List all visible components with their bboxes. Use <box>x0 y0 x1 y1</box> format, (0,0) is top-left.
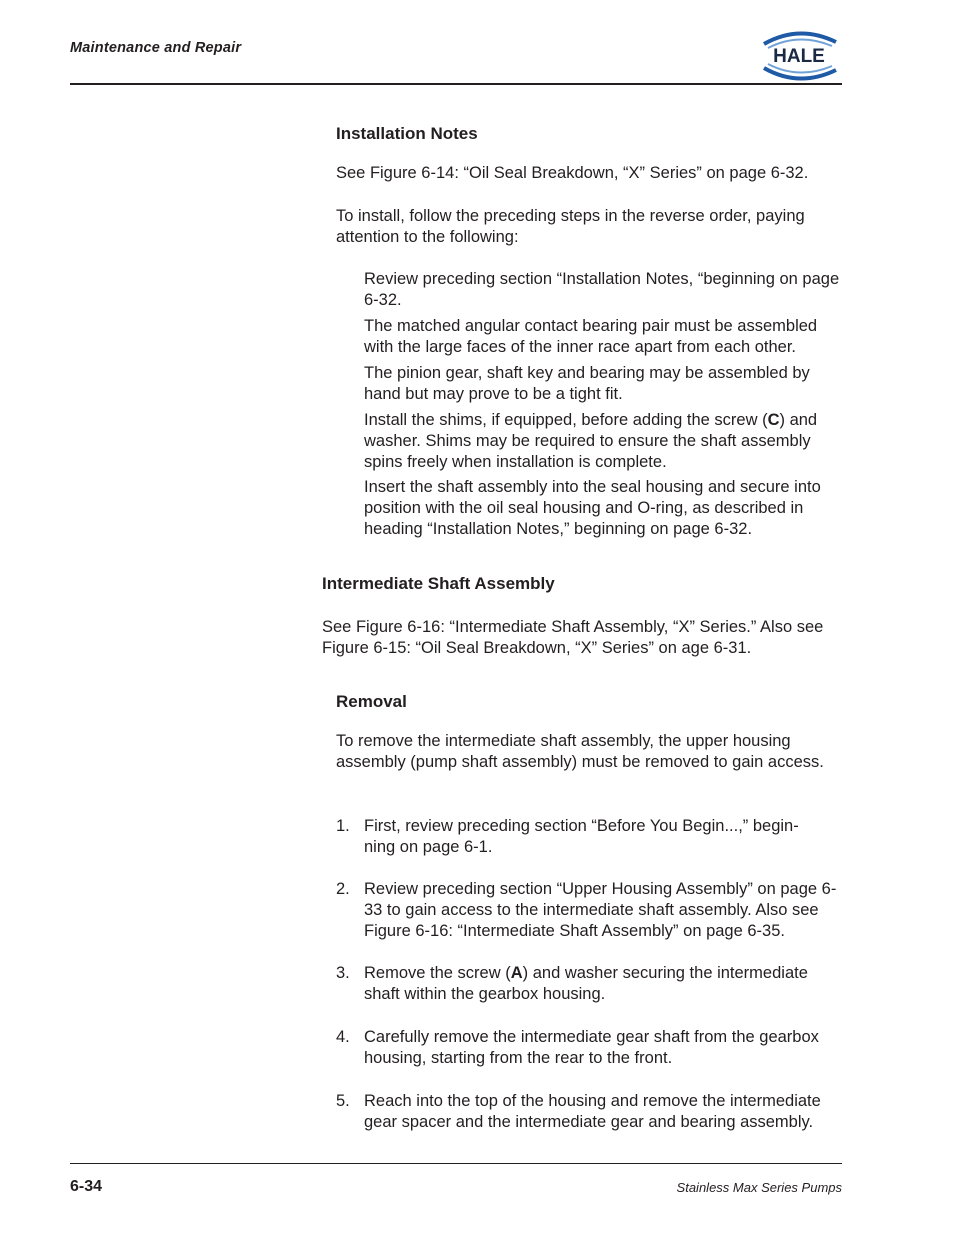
install-note-2: The matched angular contact bearing pair must be assembled with the large faces of the inner race apart from each other. <box>364 317 818 356</box>
intermediate-shaft-heading: Intermediate Shaft Assembly <box>322 574 555 593</box>
running-header-title: Maintenance and Repair <box>70 40 242 56</box>
step-number: 5. <box>336 1092 350 1110</box>
logo-text: HALE <box>773 46 825 67</box>
intermediate-see-figure: See Figure 6-16: “Intermediate Shaft Assembly, “X” Series.” Also see Figure 6-15: “Oil Seal Breakdown, “X” Series” on age 6-31. <box>322 618 824 657</box>
footer-rule <box>70 1163 842 1164</box>
hale-logo <box>756 26 842 84</box>
install-note-1: Review preceding section “Installation Notes, “beginning on page 6-32. <box>364 270 840 309</box>
step-number: 1. <box>336 817 350 835</box>
page-number: 6-34 <box>70 1178 103 1195</box>
removal-intro: To remove the intermediate shaft assembly, the upper housing assembly (pump shaft assembly) must be removed to gain access. <box>336 732 824 771</box>
install-note-4: Install the shims, if equipped, before adding the screw (C) and washer. Shims may be required to ensure the shaft assembly spins freely when installation is complete. <box>364 411 818 471</box>
install-see-figure: See Figure 6-14: “Oil Seal Breakdown, “X” Series” on page 6-32. <box>336 164 809 182</box>
footer-doc-title: Stainless Max Series Pumps <box>676 1180 842 1195</box>
install-note-3: The pinion gear, shaft key and bearing may be assembled by hand but may prove to be a tight fit. <box>364 364 810 403</box>
removal-step-5: Reach into the top of the housing and remove the intermediate gear spacer and the intermediate gear and bearing assembly. <box>364 1092 821 1131</box>
header-rule <box>70 83 842 85</box>
step-number: 2. <box>336 880 350 898</box>
callout-a: A <box>510 964 523 982</box>
installation-notes-heading: Installation Notes <box>336 124 478 143</box>
removal-heading: Removal <box>336 692 407 711</box>
install-note-5: Insert the shaft assembly into the seal housing and secure into position with the oil seal housing and O-ring, as described in heading “Installation Notes,” beginning on page 6-32. <box>364 478 821 538</box>
callout-c: C <box>767 411 780 429</box>
step-number: 3. <box>336 964 350 982</box>
removal-step-2: Review preceding section “Upper Housing Assembly” on page 6-33 to gain access to the intermediate shaft assembly. Also see Figure 6-16: “Intermediate Shaft Assembly” on page 6-35. <box>364 880 837 940</box>
step-number: 4. <box>336 1028 350 1046</box>
removal-step-3: Remove the screw (A) and washer securing the intermediate shaft within the gearbox housing. <box>364 964 808 1003</box>
removal-step-4: Carefully remove the intermediate gear shaft from the gearbox housing, starting from the rear to the front. <box>364 1028 819 1067</box>
removal-step-1: First, review preceding section “Before You Begin...,” begin-ning on page 6-1. <box>364 817 799 856</box>
install-intro: To install, follow the preceding steps in the reverse order, paying attention to the following: <box>336 207 805 246</box>
